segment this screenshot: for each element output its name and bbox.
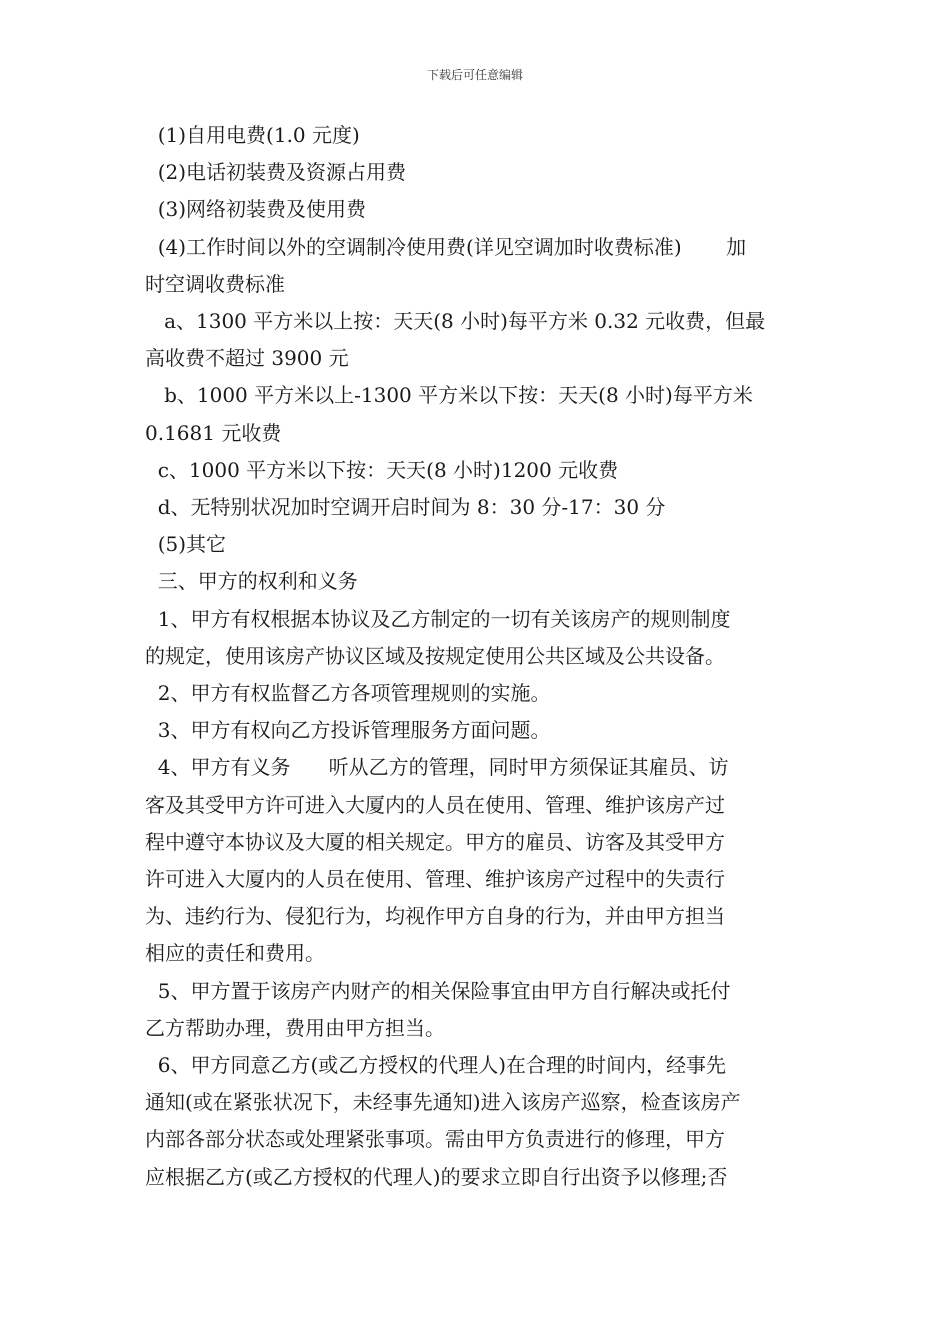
text-line: 4、甲方有义务 听从乙方的管理，同时甲方须保证其雇员、访 bbox=[145, 755, 729, 780]
text-line: b、1000 平方米以上-1300 平方米以下按：天天(8 小时)每平方米 bbox=[145, 383, 753, 408]
text-line: 内部各部分状态或处理紧张事项。需由甲方负责进行的修理，甲方 bbox=[145, 1127, 725, 1152]
text-line: 客及其受甲方许可进入大厦内的人员在使用、管理、维护该房产过 bbox=[145, 792, 725, 817]
text-line: 许可进入大厦内的人员在使用、管理、维护该房产过程中的失责行 bbox=[145, 867, 725, 892]
text-line: 2、甲方有权监督乙方各项管理规则的实施。 bbox=[145, 681, 551, 706]
text-line: 相应的责任和费用。 bbox=[145, 941, 325, 966]
text-line: 为、违约行为、侵犯行为，均视作甲方自身的行为，并由甲方担当 bbox=[145, 904, 725, 929]
text-line: 时空调收费标准 bbox=[145, 271, 285, 296]
text-line: 应根据乙方(或乙方授权的代理人)的要求立即自行出资予以修理;否 bbox=[145, 1164, 728, 1189]
text-line: 的规定，使用该房产协议区域及按规定使用公共区域及公共设备。 bbox=[145, 643, 725, 668]
text-line: 三、甲方的权利和义务 bbox=[145, 569, 358, 594]
text-line: 通知(或在紧张状况下，未经事先通知)进入该房产巡察，检查该房产 bbox=[145, 1090, 741, 1115]
page-header: 下载后可任意编辑 bbox=[426, 68, 523, 82]
text-line: (3)网络初装费及使用费 bbox=[145, 197, 367, 222]
text-line: d、无特别状况加时空调开启时间为 8：30 分-17：30 分 bbox=[145, 495, 666, 520]
text-line: 程中遵守本协议及大厦的相关规定。甲方的雇员、访客及其受甲方 bbox=[145, 829, 725, 854]
text-line: (5)其它 bbox=[145, 532, 227, 557]
text-line: 1、甲方有权根据本协议及乙方制定的一切有关该房产的规则制度 bbox=[145, 606, 731, 631]
text-line: (4)工作时间以外的空调制冷使用费(详见空调加时收费标准) 加 bbox=[145, 234, 747, 259]
text-line: (2)电话初装费及资源占用费 bbox=[145, 160, 407, 185]
text-line: 6、甲方同意乙方(或乙方授权的代理人)在合理的时间内，经事先 bbox=[145, 1053, 727, 1078]
text-line: 0.1681 元收费 bbox=[145, 420, 282, 445]
text-line: (1)自用电费(1.0 元度) bbox=[145, 123, 360, 147]
text-line: c、1000 平方米以下按：天天(8 小时)1200 元收费 bbox=[145, 457, 619, 482]
text-line: 3、甲方有权向乙方投诉管理服务方面问题。 bbox=[145, 718, 551, 743]
text-line: a、1300 平方米以上按：天天(8 小时)每平方米 0.32 元收费，但最 bbox=[145, 309, 766, 334]
text-line: 乙方帮助办理，费用由甲方担当。 bbox=[145, 1015, 445, 1040]
text-line: 高收费不超过 3900 元 bbox=[145, 346, 349, 371]
document-body bbox=[145, 117, 807, 1196]
text-line: 5、甲方置于该房产内财产的相关保险事宜由甲方自行解决或托付 bbox=[145, 978, 731, 1003]
